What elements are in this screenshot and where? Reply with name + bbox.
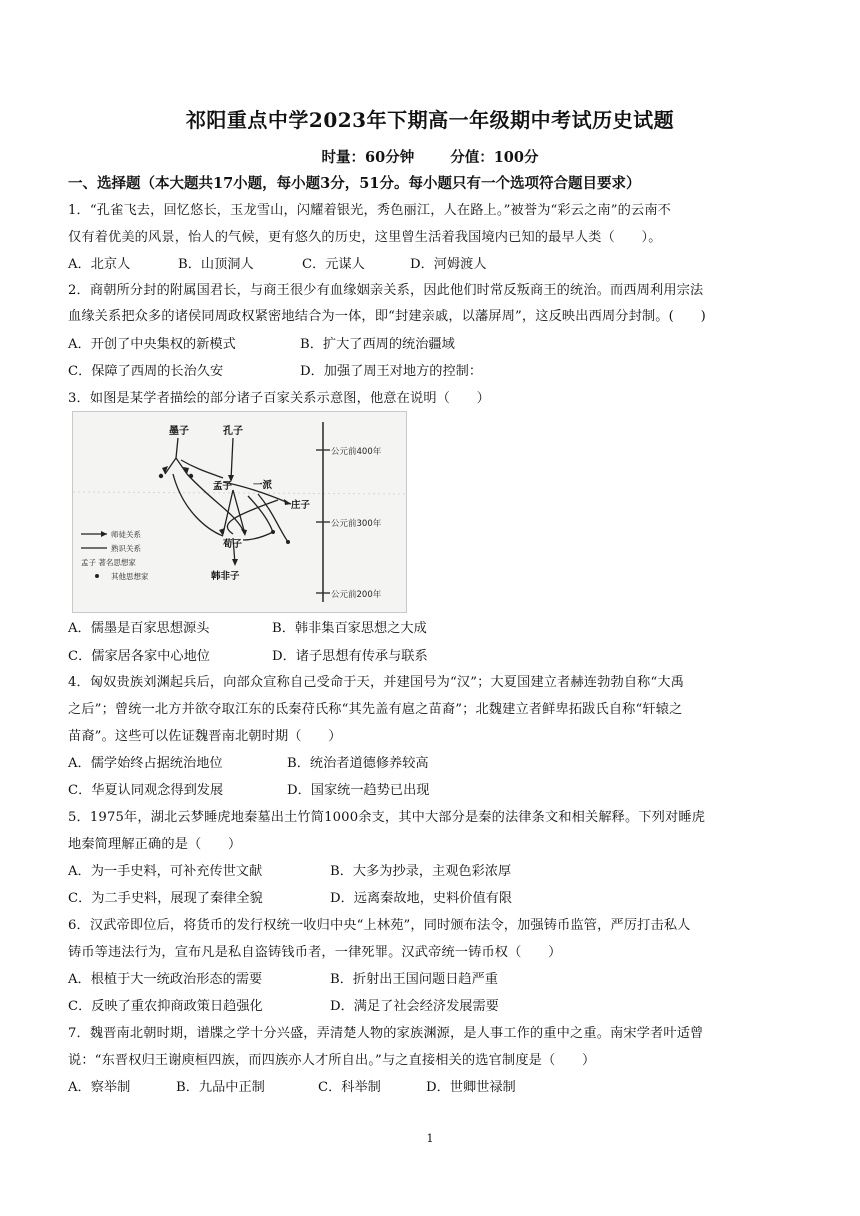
node-hanfeizi: 韩非子	[211, 571, 240, 582]
question-2-line-1: 2．商朝所分封的附属国君长，与商王很少有血缘姻亲关系，因此他们时常反叛商王的统治。而西周利用宗法	[68, 283, 704, 298]
question-7-line-1: 7．魏晋南北朝时期，谱牒之学十分兴盛，弄清楚人物的家族渊源，是人事工作的重中之重。南宋学者叶适曾	[68, 1026, 704, 1041]
node-xunzi: 荀子	[223, 539, 243, 550]
question-5-option-d: D．远离秦故地，史料价值有限	[330, 891, 513, 906]
question-3-line-1: 3．如图是某学者描绘的部分诸子百家关系示意图，他意在说明（ ）	[68, 391, 490, 406]
question-2-option-b: B．扩大了西周的统治疆域	[300, 337, 455, 352]
question-1-option-b: B．山顶洞人	[178, 257, 254, 272]
question-3-option-a: A．儒墨是百家思想源头	[68, 621, 210, 636]
question-1-line-2: 仅有着优美的风景，怡人的气候，更有悠久的历史，这里曾生活着我国境内已知的最早人类（ ）。	[68, 230, 662, 245]
section-heading: 一、选择题（本大题共17小题，每小题3分，51分。每小题只有一个选项符合题目要求）	[68, 175, 641, 192]
timeline-200bc: 公元前200年	[331, 590, 382, 600]
node-yipai: 一派	[253, 480, 273, 491]
exam-time: 时量：60分钟	[321, 149, 415, 166]
question-5-option-a: A．为一手史料，可补充传世文献	[68, 864, 263, 879]
question-4-option-d: D．国家统一趋势已出现	[287, 783, 430, 798]
node-mengzi: 孟子	[213, 481, 233, 492]
question-5-option-c: C．为二手史料，展现了秦律全貌	[68, 891, 263, 906]
question-6-option-d: D．满足了社会经济发展需要	[330, 999, 499, 1014]
question-4-line-1: 4．匈奴贵族刘渊起兵后，向部众宣称自己受命于天，并建国号为“汉”；大夏国建立者赫连勃勃自称“大禹	[68, 675, 685, 690]
question-2-option-d: D．加强了周王对地方的控制：	[300, 364, 483, 379]
exam-score: 分值：100分	[450, 149, 539, 166]
timeline-400bc: 公元前400年	[331, 447, 382, 457]
question-5-line-2: 地秦简理解正确的是（ ）	[68, 837, 242, 852]
question-6-option-a: A．根植于大一统政治形态的需要	[68, 972, 263, 987]
question-2-option-a: A．开创了中央集权的新模式	[68, 337, 236, 352]
diagram-legend	[81, 529, 149, 581]
question-1-option-d: D．河姆渡人	[410, 257, 487, 272]
question-4-option-c: C．华夏认同观念得到发展	[68, 783, 224, 798]
page-number: 1	[426, 1132, 434, 1145]
legend-other-thinker: 其他思想家	[111, 572, 149, 581]
exam-title: 祁阳重点中学2023年下期高一年级期中考试历史试题	[185, 108, 675, 132]
question-2-line-2: 血缘关系把众多的诸侯同周政权紧密地结合为一体，即“封建亲戚，以藩屏周”，这反映出西周分封制。( )	[68, 309, 706, 324]
question-1-line-1: 1．“孔雀飞去，回忆悠长，玉龙雪山，闪耀着银光，秀色丽江，人在路上。”被誉为“彩云之南”的云南不	[68, 203, 672, 218]
question-4-line-2: 之后”；曾统一北方并欲夺取江东的氐秦苻氏称“其先盖有扈之苗裔”；北魏建立者鲜卑拓跋氏自称“轩辕之	[68, 702, 683, 717]
question-4-option-a: A．儒学始终占据统治地位	[68, 756, 223, 771]
node-zhuangzi: 庄子	[291, 500, 311, 511]
question-6-option-b: B．折射出王国问题日趋严重	[330, 972, 498, 987]
question-1-option-c: C．元谋人	[302, 257, 365, 272]
question-7-option-d: D．世卿世禄制	[426, 1080, 516, 1095]
question-7-line-2: 说：“东晋权归王谢庾桓四族，而四族亦人才所自出。”与之直接相关的选官制度是（ ）	[68, 1053, 596, 1068]
question-3-option-d: D．诸子思想有传承与联系	[272, 649, 428, 664]
legend-teacher-student: 师徒关系	[111, 530, 141, 539]
question-5-option-b: B．大多为抄录，主观色彩浓厚	[330, 864, 512, 879]
question-3-option-c: C．儒家居各家中心地位	[68, 649, 210, 664]
question-4-option-b: B．统治者道德修养较高	[287, 756, 429, 771]
question-6-line-2: 铸币等违法行为，宣布凡是私自盗铸钱币者，一律死罪。汉武帝统一铸币权（ ）	[68, 945, 562, 960]
question-6-line-1: 6．汉武帝即位后，将货币的发行权统一收归中央“上林苑”，同时颁布法令，加强铸币监管，严厉打击私人	[68, 918, 691, 933]
question-7-option-a: A．察举制	[68, 1080, 131, 1095]
legend-famous-thinker: 孟子 著名思想家	[81, 558, 136, 567]
question-1-option-a: A．北京人	[68, 257, 131, 272]
question-5-line-1: 5．1975年，湖北云梦睡虎地秦墓出土竹简1000余支，其中大部分是秦的法律条文和相关解释。下列对睡虎	[68, 810, 706, 825]
question-6-option-c: C．反映了重农抑商政策日趋强化	[68, 999, 263, 1014]
question-7-option-c: C．科举制	[318, 1080, 381, 1095]
question-3-option-b: B．韩非集百家思想之大成	[272, 621, 427, 636]
question-7-option-b: B．九品中正制	[176, 1080, 265, 1095]
node-kongzi: 孔子	[223, 426, 243, 437]
question-4-line-3: 苗裔”。这些可以佐证魏晋南北朝时期（ ）	[68, 729, 342, 744]
question-2-option-c: C．保障了西周的长治久安	[68, 364, 224, 379]
exam-meta	[0, 146, 860, 167]
philosophers-relation-diagram	[72, 411, 407, 613]
timeline-300bc: 公元前300年	[331, 519, 382, 529]
node-mozi: 墨子	[169, 426, 189, 437]
legend-acquaintance: 熟识关系	[111, 544, 141, 553]
